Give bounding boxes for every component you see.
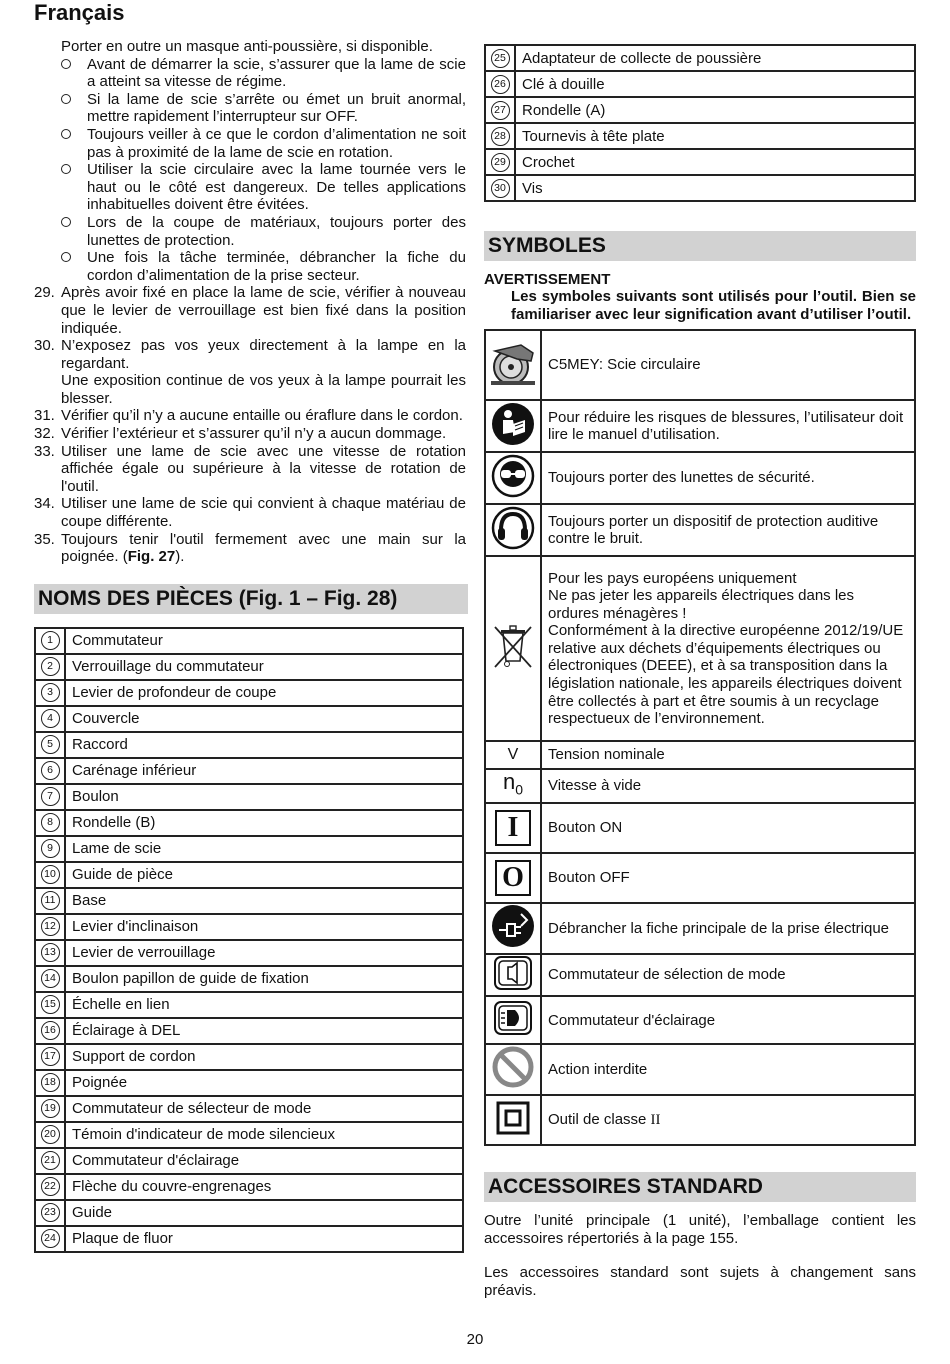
part-row	[35, 836, 463, 862]
symbol-row	[485, 803, 915, 853]
part-label: Levier d'inclinaison	[65, 914, 463, 940]
mode-switch-icon	[493, 955, 533, 996]
part-number-cell	[35, 1148, 65, 1174]
symbol-icon-cell	[485, 996, 541, 1044]
part-number-cell	[485, 45, 515, 71]
part-number: 12	[41, 917, 60, 936]
accessories-paragraph-2: Les accessoires standard sont sujets à changement sans préavis.	[484, 1264, 916, 1299]
part-number-cell	[35, 992, 65, 1018]
item-text-end: ).	[175, 548, 185, 566]
part-number-cell	[485, 97, 515, 123]
part-label: Boulon papillon de guide de fixation	[65, 966, 463, 992]
part-label: Levier de verrouillage	[65, 940, 463, 966]
part-label: Carénage inférieur	[65, 758, 463, 784]
part-row	[35, 914, 463, 940]
item-number: 34.	[34, 495, 55, 513]
symbol-icon-cell	[485, 1044, 541, 1095]
part-row	[35, 758, 463, 784]
symbol-text: Outil de classe	[548, 1110, 651, 1128]
symbol-icon-cell	[485, 954, 541, 997]
symbol-row	[485, 996, 915, 1044]
part-number: 4	[41, 709, 60, 728]
symbols-heading: SYMBOLES	[484, 231, 916, 261]
part-number: 20	[41, 1125, 60, 1144]
part-label: Guide	[65, 1200, 463, 1226]
part-number-cell	[35, 654, 65, 680]
bullet-circle-icon	[61, 252, 71, 262]
symbol-icon-cell	[485, 400, 541, 452]
part-row	[485, 97, 915, 123]
part-label: Adaptateur de collecte de poussière	[515, 45, 915, 71]
part-number-cell	[35, 732, 65, 758]
safety-bullet	[34, 91, 466, 126]
part-number: 10	[41, 865, 60, 884]
symbol-description	[541, 1044, 915, 1095]
part-row	[35, 1226, 463, 1252]
symbol-icon-cell	[485, 504, 541, 556]
parts-table-left	[34, 627, 464, 1253]
bullet-text: Utiliser la scie circulaire avec la lame tournée vers le haut ou le côté est dangereux. De telles applications inhabituelles doivent être évitées.	[87, 161, 466, 214]
part-label: Tournevis à tête plate	[515, 123, 915, 149]
part-number: 25	[491, 49, 510, 68]
safety-bullet	[34, 56, 466, 91]
part-number: 28	[491, 127, 510, 146]
part-label: Lame de scie	[65, 836, 463, 862]
symbol-description	[541, 954, 915, 997]
part-number-cell	[35, 1018, 65, 1044]
symbol-row	[485, 954, 915, 997]
symbol-icon-cell	[485, 741, 541, 769]
part-label: Commutateur de sélecteur de mode	[65, 1096, 463, 1122]
part-row	[35, 628, 463, 654]
symbol-description	[541, 903, 915, 954]
part-label: Verrouillage du commutateur	[65, 654, 463, 680]
part-label: Commutateur	[65, 628, 463, 654]
safety-item	[34, 337, 466, 372]
part-number: 13	[41, 943, 60, 962]
part-row	[485, 123, 915, 149]
part-label: Crochet	[515, 149, 915, 175]
part-number: 23	[41, 1203, 60, 1222]
safety-bullet	[34, 126, 466, 161]
part-number: 6	[41, 761, 60, 780]
part-number: 30	[491, 179, 510, 198]
part-number-cell	[485, 149, 515, 175]
symbol-glyph: n	[502, 769, 516, 795]
part-label: Éclairage à DEL	[65, 1018, 463, 1044]
part-number: 9	[41, 839, 60, 858]
part-row	[35, 1018, 463, 1044]
ear-protection-icon	[491, 506, 535, 555]
part-number: 7	[41, 787, 60, 806]
light-switch-icon	[493, 1000, 533, 1041]
symbol-row	[485, 504, 915, 556]
item-text: Utiliser une lame de scie qui convient à chaque matériau de coupe différente.	[61, 495, 466, 531]
symbol-icon-cell	[485, 452, 541, 504]
bullet-text: Toujours veiller à ce que le cordon d’alimentation ne soit pas à proximité de la lame de scie en rotation.	[87, 125, 466, 161]
part-row	[35, 810, 463, 836]
weee-bin-icon	[491, 621, 535, 676]
part-number: 1	[41, 631, 60, 650]
part-label: Rondelle (B)	[65, 810, 463, 836]
parts-table-right	[484, 44, 916, 202]
prohibited-icon	[491, 1045, 535, 1094]
part-number-cell	[35, 940, 65, 966]
part-number-cell	[35, 1070, 65, 1096]
safety-bullet	[34, 161, 466, 214]
symbol-glyph-subscript: 0	[515, 781, 524, 798]
part-number: 3	[41, 683, 60, 702]
bullet-circle-icon	[61, 129, 71, 139]
part-row	[485, 175, 915, 201]
part-number-cell	[35, 1044, 65, 1070]
part-row	[35, 784, 463, 810]
symbol-text: Débrancher la fiche principale de la prise électrique	[548, 919, 890, 937]
warning-title: AVERTISSEMENT	[484, 271, 611, 288]
part-number-cell	[485, 71, 515, 97]
item-text: Après avoir fixé en place la lame de scie, vérifier à nouveau que le levier de verrouillage est bien fixé dans la position indiquée.	[61, 284, 466, 337]
part-row	[35, 706, 463, 732]
accessories-paragraph-1: Outre l’unité principale (1 unité), l’emballage contient les accessoires répertoriés à la page 155.	[484, 1211, 916, 1247]
symbol-glyph: O	[502, 862, 524, 894]
symbol-row	[485, 452, 915, 504]
symbol-description	[541, 556, 915, 741]
item-text: N’exposez pas vos yeux directement à la lampe en la regardant.	[61, 337, 466, 372]
part-label: Vis	[515, 175, 915, 201]
symbol-text: Vitesse à vide	[548, 777, 642, 795]
part-label: Boulon	[65, 784, 463, 810]
symbol-row	[485, 853, 915, 903]
part-number: 2	[41, 657, 60, 676]
safety-bullet	[34, 249, 466, 284]
part-label: Couvercle	[65, 706, 463, 732]
part-row	[35, 940, 463, 966]
part-row	[485, 149, 915, 175]
voltage-symbol	[508, 746, 519, 763]
symbol-icon-cell	[485, 556, 541, 741]
item-number: 33.	[34, 442, 55, 460]
symbol-description	[541, 853, 915, 903]
part-number-cell	[35, 810, 65, 836]
part-row	[35, 1096, 463, 1122]
item-text: Vérifier l’extérieur et s’assurer qu’il n’y a aucun dommage.	[61, 425, 447, 443]
symbol-text: Pour les pays européens uniquement Ne pas jeter les appareils électriques dans les ordures ménagères ! Conformément à la directive européenne 2012/19/UE relative aux déchets d’équipements électriques ou électroniques (DEEE), et à sa transposition dans la législation nationale, les appareils électriques doivent être collectés à part et être soumis à un recyclage respectueux de l’environnement.	[548, 569, 904, 728]
part-row	[35, 1044, 463, 1070]
part-number-cell	[35, 706, 65, 732]
part-label: Clé à douille	[515, 71, 915, 97]
bullet-circle-icon	[61, 164, 71, 174]
class-roman-numeral: II	[650, 1111, 661, 1128]
item-text: Vérifier qu’il n’y a aucune entaille ou éraflure dans le cordon.	[61, 407, 463, 425]
item-number: 29.	[34, 284, 55, 302]
symbol-description	[541, 803, 915, 853]
symbol-row	[485, 903, 915, 954]
part-row	[35, 862, 463, 888]
item-text: Une exposition continue de vos yeux à la lampe pourrait les blesser.	[61, 372, 466, 407]
part-number-cell	[35, 784, 65, 810]
part-number-cell	[35, 680, 65, 706]
safety-instructions	[34, 38, 466, 566]
symbols-warning	[484, 271, 916, 323]
part-row	[35, 992, 463, 1018]
part-number: 21	[41, 1151, 60, 1170]
symbol-text: Commutateur de sélection de mode	[548, 966, 786, 984]
part-number-cell	[35, 966, 65, 992]
part-number-cell	[485, 175, 515, 201]
symbol-description	[541, 452, 915, 504]
part-number-cell	[35, 914, 65, 940]
symbol-row	[485, 1044, 915, 1095]
part-label: Témoin d'indicateur de mode silencieux	[65, 1122, 463, 1148]
part-number: 15	[41, 995, 60, 1014]
part-number: 19	[41, 1099, 60, 1118]
part-row	[35, 1070, 463, 1096]
part-row	[35, 1148, 463, 1174]
part-number-cell	[35, 1226, 65, 1252]
part-label: Échelle en lien	[65, 992, 463, 1018]
part-number-cell	[485, 123, 515, 149]
symbols-table	[484, 329, 916, 1146]
symbol-icon-cell	[485, 803, 541, 853]
symbol-text: Pour réduire les risques de blessures, l’utilisateur doit lire le manuel d’utilisation.	[548, 408, 904, 444]
item-number: 32.	[34, 425, 55, 443]
safety-bullet	[34, 214, 466, 249]
right-column	[484, 44, 916, 1299]
part-row	[35, 1122, 463, 1148]
part-number: 29	[491, 153, 510, 172]
part-row	[35, 1174, 463, 1200]
left-column	[34, 38, 466, 1253]
circular-saw-icon	[487, 337, 539, 394]
symbol-text: Bouton OFF	[548, 869, 630, 887]
symbol-icon-cell	[485, 853, 541, 903]
part-number: 8	[41, 813, 60, 832]
part-number-cell	[35, 628, 65, 654]
safety-item	[34, 372, 466, 407]
symbol-text: C5MEY: Scie circulaire	[548, 356, 701, 374]
unplug-icon	[491, 904, 535, 953]
safety-item	[34, 407, 466, 425]
part-label: Guide de pièce	[65, 862, 463, 888]
bullet-text: Une fois la tâche terminée, débrancher la fiche du cordon d’alimentation de la prise secteur.	[87, 249, 466, 284]
part-label: Commutateur d'éclairage	[65, 1148, 463, 1174]
safety-glasses-icon	[491, 454, 535, 503]
symbol-text: Commutateur d'éclairage	[548, 1011, 716, 1029]
bullet-text: Lors de la coupe de matériaux, toujours porter des lunettes de protection.	[87, 213, 466, 249]
part-row	[35, 1200, 463, 1226]
part-number-cell	[35, 862, 65, 888]
safety-item	[34, 495, 466, 530]
part-label: Rondelle (A)	[515, 97, 915, 123]
part-number: 14	[41, 969, 60, 988]
switch-off-icon	[495, 860, 531, 896]
bullet-circle-icon	[61, 59, 71, 69]
symbol-row	[485, 1095, 915, 1145]
part-row	[485, 45, 915, 71]
symbol-glyph: I	[507, 812, 519, 844]
part-number: 5	[41, 735, 60, 754]
symbol-description	[541, 330, 915, 400]
part-label: Levier de profondeur de coupe	[65, 680, 463, 706]
part-number: 22	[41, 1177, 60, 1196]
part-label: Flèche du couvre-engrenages	[65, 1174, 463, 1200]
symbol-description	[541, 1095, 915, 1145]
part-number-cell	[35, 1200, 65, 1226]
symbol-row	[485, 330, 915, 400]
safety-item	[34, 284, 466, 337]
bullet-circle-icon	[61, 94, 71, 104]
parts-heading: NOMS DES PIÈCES (Fig. 1 – Fig. 28)	[34, 584, 468, 614]
symbol-icon-cell	[485, 330, 541, 400]
symbol-description	[541, 769, 915, 803]
symbol-description	[541, 400, 915, 452]
part-number: 16	[41, 1021, 60, 1040]
symbol-text: Toujours porter un dispositif de protection auditive contre le bruit.	[548, 512, 879, 548]
symbol-text: Action interdite	[548, 1060, 648, 1078]
figure-reference: Fig. 27	[127, 548, 176, 566]
symbol-row	[485, 400, 915, 452]
symbol-description	[541, 996, 915, 1044]
part-row	[35, 888, 463, 914]
part-number-cell	[35, 1174, 65, 1200]
part-number-cell	[35, 1122, 65, 1148]
item-text: Toujours tenir l'outil fermement avec une main sur la poignée. (	[61, 530, 466, 566]
item-number: 35.	[34, 530, 55, 548]
part-row	[35, 654, 463, 680]
safety-item	[34, 425, 466, 443]
bullet-text: Si la lame de scie s’arrête ou émet un bruit anormal, mettre rapidement l’interrupteur sur OFF.	[87, 90, 466, 126]
switch-on-icon	[495, 810, 531, 846]
item-number: 31.	[34, 407, 55, 425]
part-row	[35, 732, 463, 758]
part-row	[485, 71, 915, 97]
part-label: Base	[65, 888, 463, 914]
part-number: 17	[41, 1047, 60, 1066]
symbol-text: Tension nominale	[548, 746, 665, 764]
part-number-cell	[35, 836, 65, 862]
symbol-row	[485, 769, 915, 803]
symbol-icon-cell	[485, 769, 541, 803]
safety-intro: Porter en outre un masque anti-poussière, si disponible.	[61, 38, 433, 55]
accessories-text	[484, 1212, 916, 1299]
item-number: 30.	[34, 337, 55, 355]
symbol-icon-cell	[485, 903, 541, 954]
symbol-description	[541, 741, 915, 769]
warning-text: Les symboles suivants sont utilisés pour l’outil. Bien se familiariser avec leur signification avant d’utiliser l’outil.	[511, 288, 916, 323]
part-label: Support de cordon	[65, 1044, 463, 1070]
bullet-circle-icon	[61, 217, 71, 227]
safety-item	[34, 443, 466, 496]
safety-item-35	[34, 531, 466, 566]
part-number-cell	[35, 758, 65, 784]
symbol-glyph: V	[507, 746, 519, 764]
part-number: 27	[491, 101, 510, 120]
part-row	[35, 966, 463, 992]
part-number: 24	[41, 1229, 60, 1248]
language-header: Français	[34, 0, 125, 25]
no-load-speed-symbol	[502, 769, 524, 798]
part-label: Raccord	[65, 732, 463, 758]
read-manual-icon	[491, 402, 535, 451]
symbol-description	[541, 504, 915, 556]
part-number-cell	[35, 888, 65, 914]
part-label: Plaque de fluor	[65, 1226, 463, 1252]
class-ii-icon	[496, 1101, 530, 1140]
part-number-cell	[35, 1096, 65, 1122]
part-number: 18	[41, 1073, 60, 1092]
item-text: Utiliser une lame de scie avec une vitesse de rotation affichée égale ou supérieure à la vitesse de rotation de l'outil.	[61, 442, 466, 495]
part-number: 26	[491, 75, 510, 94]
part-number: 11	[41, 891, 60, 910]
bullet-text: Avant de démarrer la scie, s’assurer que la lame de scie a atteint sa vitesse de régime.	[87, 55, 466, 91]
page-number: 20	[466, 1331, 484, 1348]
symbol-icon-cell	[485, 1095, 541, 1145]
symbol-text: Toujours porter des lunettes de sécurité.	[548, 469, 815, 487]
symbol-row	[485, 556, 915, 741]
symbol-text: Bouton ON	[548, 819, 623, 837]
accessories-heading: ACCESSOIRES STANDARD	[484, 1172, 916, 1202]
symbol-row	[485, 741, 915, 769]
part-row	[35, 680, 463, 706]
part-label: Poignée	[65, 1070, 463, 1096]
